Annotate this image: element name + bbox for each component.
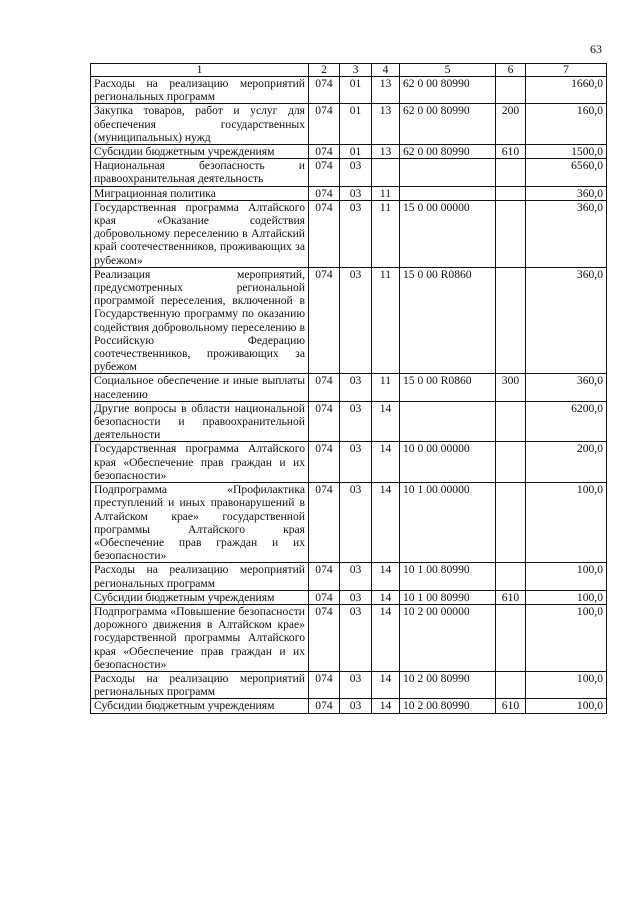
table-row bbox=[91, 159, 607, 186]
subsection-code-cell: 13 bbox=[372, 77, 400, 104]
target-article-cell: 10 1 00 00000 bbox=[400, 483, 496, 563]
target-article-cell: 10 1 00 80990 bbox=[400, 563, 496, 590]
expense-type-cell bbox=[496, 159, 526, 186]
section-code-cell: 03 bbox=[340, 200, 372, 267]
table-row bbox=[91, 104, 607, 145]
table-row bbox=[91, 483, 607, 563]
table-row bbox=[91, 267, 607, 374]
subsection-code-cell: 11 bbox=[372, 374, 400, 401]
row-name-cell: Реализация мероприятий, предусмотренных региональной программой переселения, включенной в Государственную программу по оказанию содействия добровольному переселению в Российскую Федерацию соотечественников, проживающих за рубежом bbox=[91, 267, 309, 374]
grbs-code-cell: 074 bbox=[309, 374, 340, 401]
amount-cell: 200,0 bbox=[526, 442, 607, 483]
subsection-code-cell: 11 bbox=[372, 186, 400, 200]
target-article-cell: 15 0 00 00000 bbox=[400, 200, 496, 267]
grbs-code-cell: 074 bbox=[309, 267, 340, 374]
target-article-cell: 10 0 00 00000 bbox=[400, 442, 496, 483]
expense-type-cell: 300 bbox=[496, 374, 526, 401]
subsection-code-cell: 14 bbox=[372, 401, 400, 442]
column-header: 3 bbox=[340, 64, 372, 77]
expense-type-cell bbox=[496, 671, 526, 698]
row-name-cell: Подпрограмма «Профилактика преступлений и иных правонарушений в Алтайском крае» государственной программы Алтайского края «Обеспечение прав граждан и их безопасности» bbox=[91, 483, 309, 563]
table-row bbox=[91, 590, 607, 604]
section-code-cell: 03 bbox=[340, 159, 372, 186]
column-header: 4 bbox=[372, 64, 400, 77]
section-code-cell: 03 bbox=[340, 442, 372, 483]
row-name-cell: Миграционная политика bbox=[91, 186, 309, 200]
table-row bbox=[91, 145, 607, 159]
amount-cell: 160,0 bbox=[526, 104, 607, 145]
expense-type-cell: 200 bbox=[496, 104, 526, 145]
section-code-cell: 01 bbox=[340, 145, 372, 159]
grbs-code-cell: 074 bbox=[309, 200, 340, 267]
grbs-code-cell: 074 bbox=[309, 186, 340, 200]
row-name-cell: Другие вопросы в области национальной безопасности и правоохранительной деятельности bbox=[91, 401, 309, 442]
expense-type-cell bbox=[496, 604, 526, 671]
budget-table bbox=[90, 63, 607, 714]
section-code-cell: 01 bbox=[340, 104, 372, 145]
row-name-cell: Государственная программа Алтайского края «Обеспечение прав граждан и их безопасности» bbox=[91, 442, 309, 483]
row-name-cell: Закупка товаров, работ и услуг для обеспечения государственных (муниципальных) нужд bbox=[91, 104, 309, 145]
table-row bbox=[91, 563, 607, 590]
target-article-cell: 62 0 00 80990 bbox=[400, 104, 496, 145]
section-code-cell: 03 bbox=[340, 699, 372, 713]
page-number: 63 bbox=[590, 42, 602, 56]
grbs-code-cell: 074 bbox=[309, 159, 340, 186]
amount-cell: 360,0 bbox=[526, 200, 607, 267]
row-name-cell: Субсидии бюджетным учреждениям bbox=[91, 590, 309, 604]
target-article-cell: 62 0 00 80990 bbox=[400, 77, 496, 104]
table-row bbox=[91, 186, 607, 200]
expense-type-cell: 610 bbox=[496, 590, 526, 604]
grbs-code-cell: 074 bbox=[309, 604, 340, 671]
amount-cell: 1660,0 bbox=[526, 77, 607, 104]
amount-cell: 360,0 bbox=[526, 374, 607, 401]
section-code-cell: 03 bbox=[340, 590, 372, 604]
section-code-cell: 03 bbox=[340, 671, 372, 698]
subsection-code-cell: 14 bbox=[372, 563, 400, 590]
target-article-cell: 10 2 00 80990 bbox=[400, 699, 496, 713]
header-row bbox=[91, 64, 607, 77]
section-code-cell: 03 bbox=[340, 186, 372, 200]
subsection-code-cell: 14 bbox=[372, 604, 400, 671]
amount-cell: 6560,0 bbox=[526, 159, 607, 186]
grbs-code-cell: 074 bbox=[309, 442, 340, 483]
row-name-cell: Расходы на реализацию мероприятий региональных программ bbox=[91, 77, 309, 104]
expense-type-cell: 610 bbox=[496, 699, 526, 713]
grbs-code-cell: 074 bbox=[309, 671, 340, 698]
amount-cell: 100,0 bbox=[526, 563, 607, 590]
amount-cell: 6200,0 bbox=[526, 401, 607, 442]
expense-type-cell bbox=[496, 200, 526, 267]
subsection-code-cell: 11 bbox=[372, 267, 400, 374]
expense-type-cell bbox=[496, 483, 526, 563]
target-article-cell: 10 2 00 00000 bbox=[400, 604, 496, 671]
section-code-cell: 03 bbox=[340, 604, 372, 671]
subsection-code-cell: 14 bbox=[372, 590, 400, 604]
table-row bbox=[91, 699, 607, 713]
target-article-cell: 62 0 00 80990 bbox=[400, 145, 496, 159]
subsection-code-cell: 14 bbox=[372, 442, 400, 483]
amount-cell: 1500,0 bbox=[526, 145, 607, 159]
column-header: 2 bbox=[309, 64, 340, 77]
amount-cell: 360,0 bbox=[526, 267, 607, 374]
grbs-code-cell: 074 bbox=[309, 77, 340, 104]
grbs-code-cell: 074 bbox=[309, 563, 340, 590]
amount-cell: 100,0 bbox=[526, 699, 607, 713]
section-code-cell: 03 bbox=[340, 374, 372, 401]
target-article-cell: 10 2 00 80990 bbox=[400, 671, 496, 698]
subsection-code-cell: 14 bbox=[372, 671, 400, 698]
section-code-cell: 03 bbox=[340, 563, 372, 590]
row-name-cell: Расходы на реализацию мероприятий региональных программ bbox=[91, 671, 309, 698]
expense-type-cell bbox=[496, 267, 526, 374]
column-header: 5 bbox=[400, 64, 496, 77]
expense-type-cell bbox=[496, 401, 526, 442]
grbs-code-cell: 074 bbox=[309, 104, 340, 145]
amount-cell: 360,0 bbox=[526, 186, 607, 200]
expense-type-cell bbox=[496, 77, 526, 104]
row-name-cell: Подпрограмма «Повышение безопасности дорожного движения в Алтайском крае» государственной программы Алтайского края «Обеспечение прав граждан и их безопасности» bbox=[91, 604, 309, 671]
section-code-cell: 03 bbox=[340, 483, 372, 563]
grbs-code-cell: 074 bbox=[309, 590, 340, 604]
table-row bbox=[91, 401, 607, 442]
subsection-code-cell: 13 bbox=[372, 145, 400, 159]
target-article-cell: 15 0 00 R0860 bbox=[400, 267, 496, 374]
row-name-cell: Социальное обеспечение и иные выплаты населению bbox=[91, 374, 309, 401]
row-name-cell: Субсидии бюджетным учреждениям bbox=[91, 699, 309, 713]
row-name-cell: Национальная безопасность и правоохранительная деятельность bbox=[91, 159, 309, 186]
section-code-cell: 01 bbox=[340, 77, 372, 104]
expense-type-cell bbox=[496, 563, 526, 590]
table-row bbox=[91, 604, 607, 671]
table-row bbox=[91, 200, 607, 267]
subsection-code-cell: 13 bbox=[372, 104, 400, 145]
target-article-cell bbox=[400, 159, 496, 186]
row-name-cell: Расходы на реализацию мероприятий региональных программ bbox=[91, 563, 309, 590]
subsection-code-cell bbox=[372, 159, 400, 186]
section-code-cell: 03 bbox=[340, 401, 372, 442]
target-article-cell: 15 0 00 R0860 bbox=[400, 374, 496, 401]
amount-cell: 100,0 bbox=[526, 671, 607, 698]
subsection-code-cell: 14 bbox=[372, 699, 400, 713]
target-article-cell: 10 1 00 80990 bbox=[400, 590, 496, 604]
table-row bbox=[91, 77, 607, 104]
table-row bbox=[91, 374, 607, 401]
expense-type-cell bbox=[496, 442, 526, 483]
amount-cell: 100,0 bbox=[526, 590, 607, 604]
amount-cell: 100,0 bbox=[526, 604, 607, 671]
column-header: 7 bbox=[526, 64, 607, 77]
column-header: 6 bbox=[496, 64, 526, 77]
table-row bbox=[91, 671, 607, 698]
column-header: 1 bbox=[91, 64, 309, 77]
expense-type-cell: 610 bbox=[496, 145, 526, 159]
subsection-code-cell: 14 bbox=[372, 483, 400, 563]
grbs-code-cell: 074 bbox=[309, 401, 340, 442]
amount-cell: 100,0 bbox=[526, 483, 607, 563]
grbs-code-cell: 074 bbox=[309, 699, 340, 713]
section-code-cell: 03 bbox=[340, 267, 372, 374]
expense-type-cell bbox=[496, 186, 526, 200]
grbs-code-cell: 074 bbox=[309, 483, 340, 563]
row-name-cell: Субсидии бюджетным учреждениям bbox=[91, 145, 309, 159]
subsection-code-cell: 11 bbox=[372, 200, 400, 267]
table-row bbox=[91, 442, 607, 483]
target-article-cell bbox=[400, 186, 496, 200]
grbs-code-cell: 074 bbox=[309, 145, 340, 159]
row-name-cell: Государственная программа Алтайского края «Оказание содействия добровольному переселению в Алтайский край соотечественников, проживающих за рубежом» bbox=[91, 200, 309, 267]
target-article-cell bbox=[400, 401, 496, 442]
